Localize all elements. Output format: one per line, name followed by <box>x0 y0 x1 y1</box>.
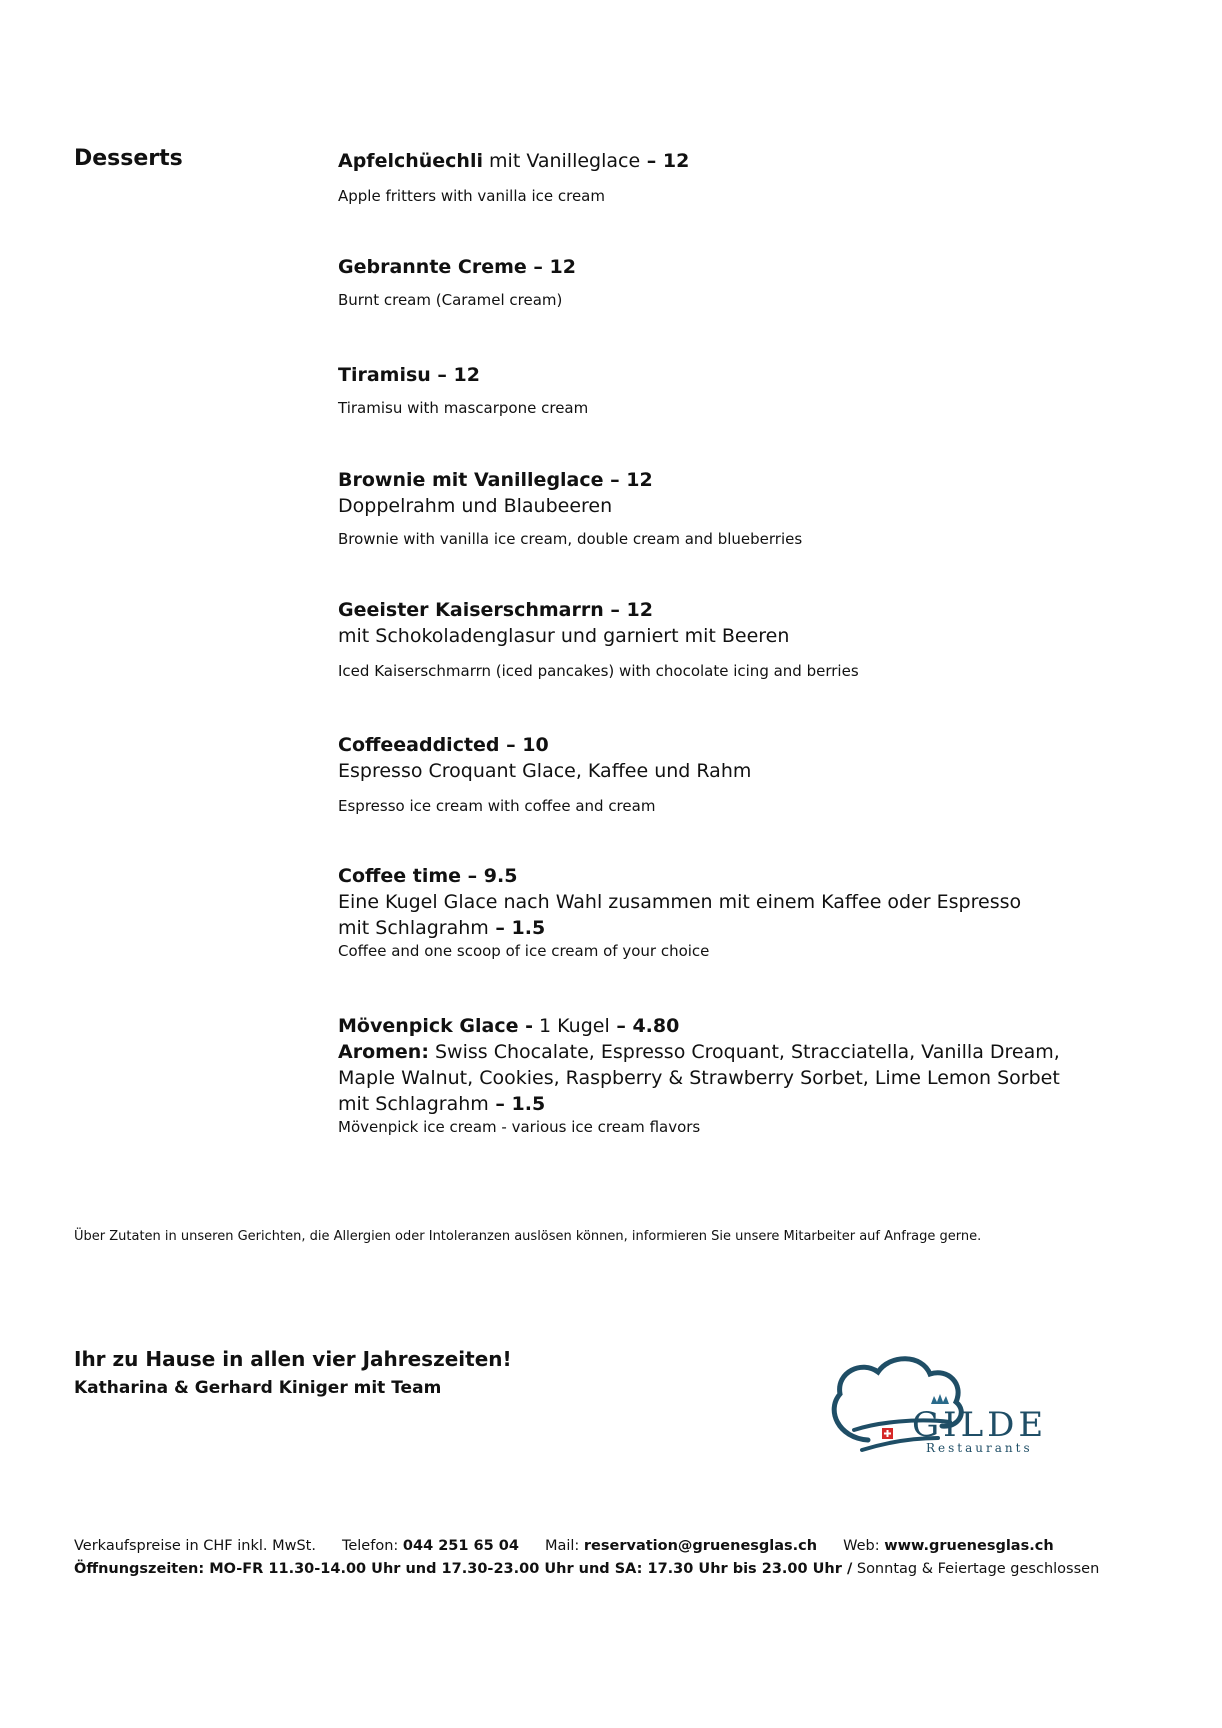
footer-mail-label: Mail: <box>544 1538 580 1554</box>
item-english: Coffee and one scoop of ice cream of your choice <box>338 942 710 960</box>
item-extra: mit Schlagrahm <box>338 917 489 939</box>
item-english: Tiramisu with mascarpone cream <box>338 399 589 417</box>
item-english: Burnt cream (Caramel cream) <box>338 291 563 309</box>
item-name: Apfelchüechli <box>338 150 483 172</box>
footer-mail[interactable]: reservation@gruenesglas.ch <box>583 1538 818 1554</box>
menu-item-tiramisu <box>338 362 1138 418</box>
item-english: Mövenpick ice cream - various ice cream flavors <box>338 1118 701 1136</box>
logo-brand: GILDE <box>912 1405 1048 1445</box>
menu-item-moevenpick <box>338 1013 1138 1137</box>
footer-web-label: Web: <box>843 1538 880 1554</box>
footer-phone: 044 251 65 04 <box>402 1538 519 1554</box>
item-english: Espresso ice cream with coffee and cream <box>338 797 656 815</box>
menu-item-gebrannte-creme <box>338 254 1138 310</box>
item-price: – 12 <box>603 469 653 491</box>
crown-icon <box>931 1394 949 1404</box>
menu-item-apfelchuechli <box>338 148 1138 206</box>
section-title: Desserts <box>74 146 183 171</box>
footer-phone-label: Telefon: <box>341 1538 399 1554</box>
footer-web[interactable]: www.gruenesglas.ch <box>884 1538 1054 1554</box>
item-price: – 12 <box>640 150 690 172</box>
footer-hours-bold: Öffnungszeiten: MO-FR 11.30-14.00 Uhr und 17.30-23.00 Uhr und SA: 17.30 Uhr bis 23.00 Uhr / <box>74 1561 853 1577</box>
flavors-label: Aromen: <box>338 1041 429 1063</box>
flavors-line-2: Maple Walnut, Cookies, Raspberry & Strawberry Sorbet, Lime Lemon Sorbet <box>338 1067 1060 1089</box>
item-detail: mit Vanilleglace <box>483 150 641 172</box>
item-english: Brownie with vanilla ice cream, double cream and blueberries <box>338 530 803 548</box>
item-name: Gebrannte Creme <box>338 256 527 278</box>
item-english: Apple fritters with vanilla ice cream <box>338 187 605 205</box>
item-price: – 12 <box>603 599 653 621</box>
item-detail: 1 Kugel <box>532 1015 610 1037</box>
allergy-note: Über Zutaten in unseren Gerichten, die Allergien oder Intoleranzen auslösen können, informieren Sie unsere Mitarbeiter auf Anfrage gerne. <box>74 1229 982 1244</box>
signature-team: Katharina & Gerhard Kiniger mit Team <box>74 1378 442 1398</box>
item-description: Eine Kugel Glace nach Wahl zusammen mit einem Kaffee oder Espresso <box>338 891 1022 913</box>
item-price: – 10 <box>499 734 549 756</box>
footer-prices: Verkaufspreise in CHF inkl. MwSt. <box>74 1538 316 1554</box>
signature-slogan: Ihr zu Hause in allen vier Jahreszeiten! <box>74 1347 512 1371</box>
item-name: Coffeeaddicted <box>338 734 500 756</box>
gilde-logo <box>818 1352 1058 1462</box>
item-name: Brownie mit Vanilleglace <box>338 469 604 491</box>
item-description: mit Schokoladenglasur und garniert mit Beeren <box>338 625 790 647</box>
item-extra-price: – 1.5 <box>488 1093 546 1115</box>
item-price: – 9.5 <box>461 865 518 887</box>
menu-item-coffeeaddicted <box>338 732 1138 816</box>
chef-hat-icon <box>818 1352 1058 1462</box>
menu-item-kaiserschmarrn <box>338 597 1138 681</box>
footer-hours-normal: Sonntag & Feiertage geschlossen <box>852 1561 1100 1577</box>
item-description: Doppelrahm und Blaubeeren <box>338 495 613 517</box>
menu-item-brownie <box>338 467 1138 549</box>
item-price: – 12 <box>430 364 480 386</box>
item-extra: mit Schlagrahm <box>338 1093 489 1115</box>
footer-contact <box>74 1538 1054 1554</box>
swiss-flag-cross-h <box>884 1433 891 1435</box>
item-name: Coffee time <box>338 865 462 887</box>
item-name: Mövenpick Glace - <box>338 1015 533 1037</box>
flavors-line-1: Swiss Chocalate, Espresso Croquant, Stracciatella, Vanilla Dream, <box>428 1041 1060 1063</box>
logo-subtitle: Restaurants <box>926 1441 1033 1455</box>
footer-hours <box>74 1561 1099 1577</box>
item-price: – 4.80 <box>609 1015 680 1037</box>
item-description: Espresso Croquant Glace, Kaffee und Rahm <box>338 760 752 782</box>
item-name: Geeister Kaiserschmarrn <box>338 599 604 621</box>
item-name: Tiramisu <box>338 364 431 386</box>
menu-item-coffee-time <box>338 863 1138 961</box>
item-extra-price: – 1.5 <box>488 917 546 939</box>
item-price: – 12 <box>526 256 576 278</box>
item-english: Iced Kaiserschmarrn (iced pancakes) with chocolate icing and berries <box>338 662 859 680</box>
